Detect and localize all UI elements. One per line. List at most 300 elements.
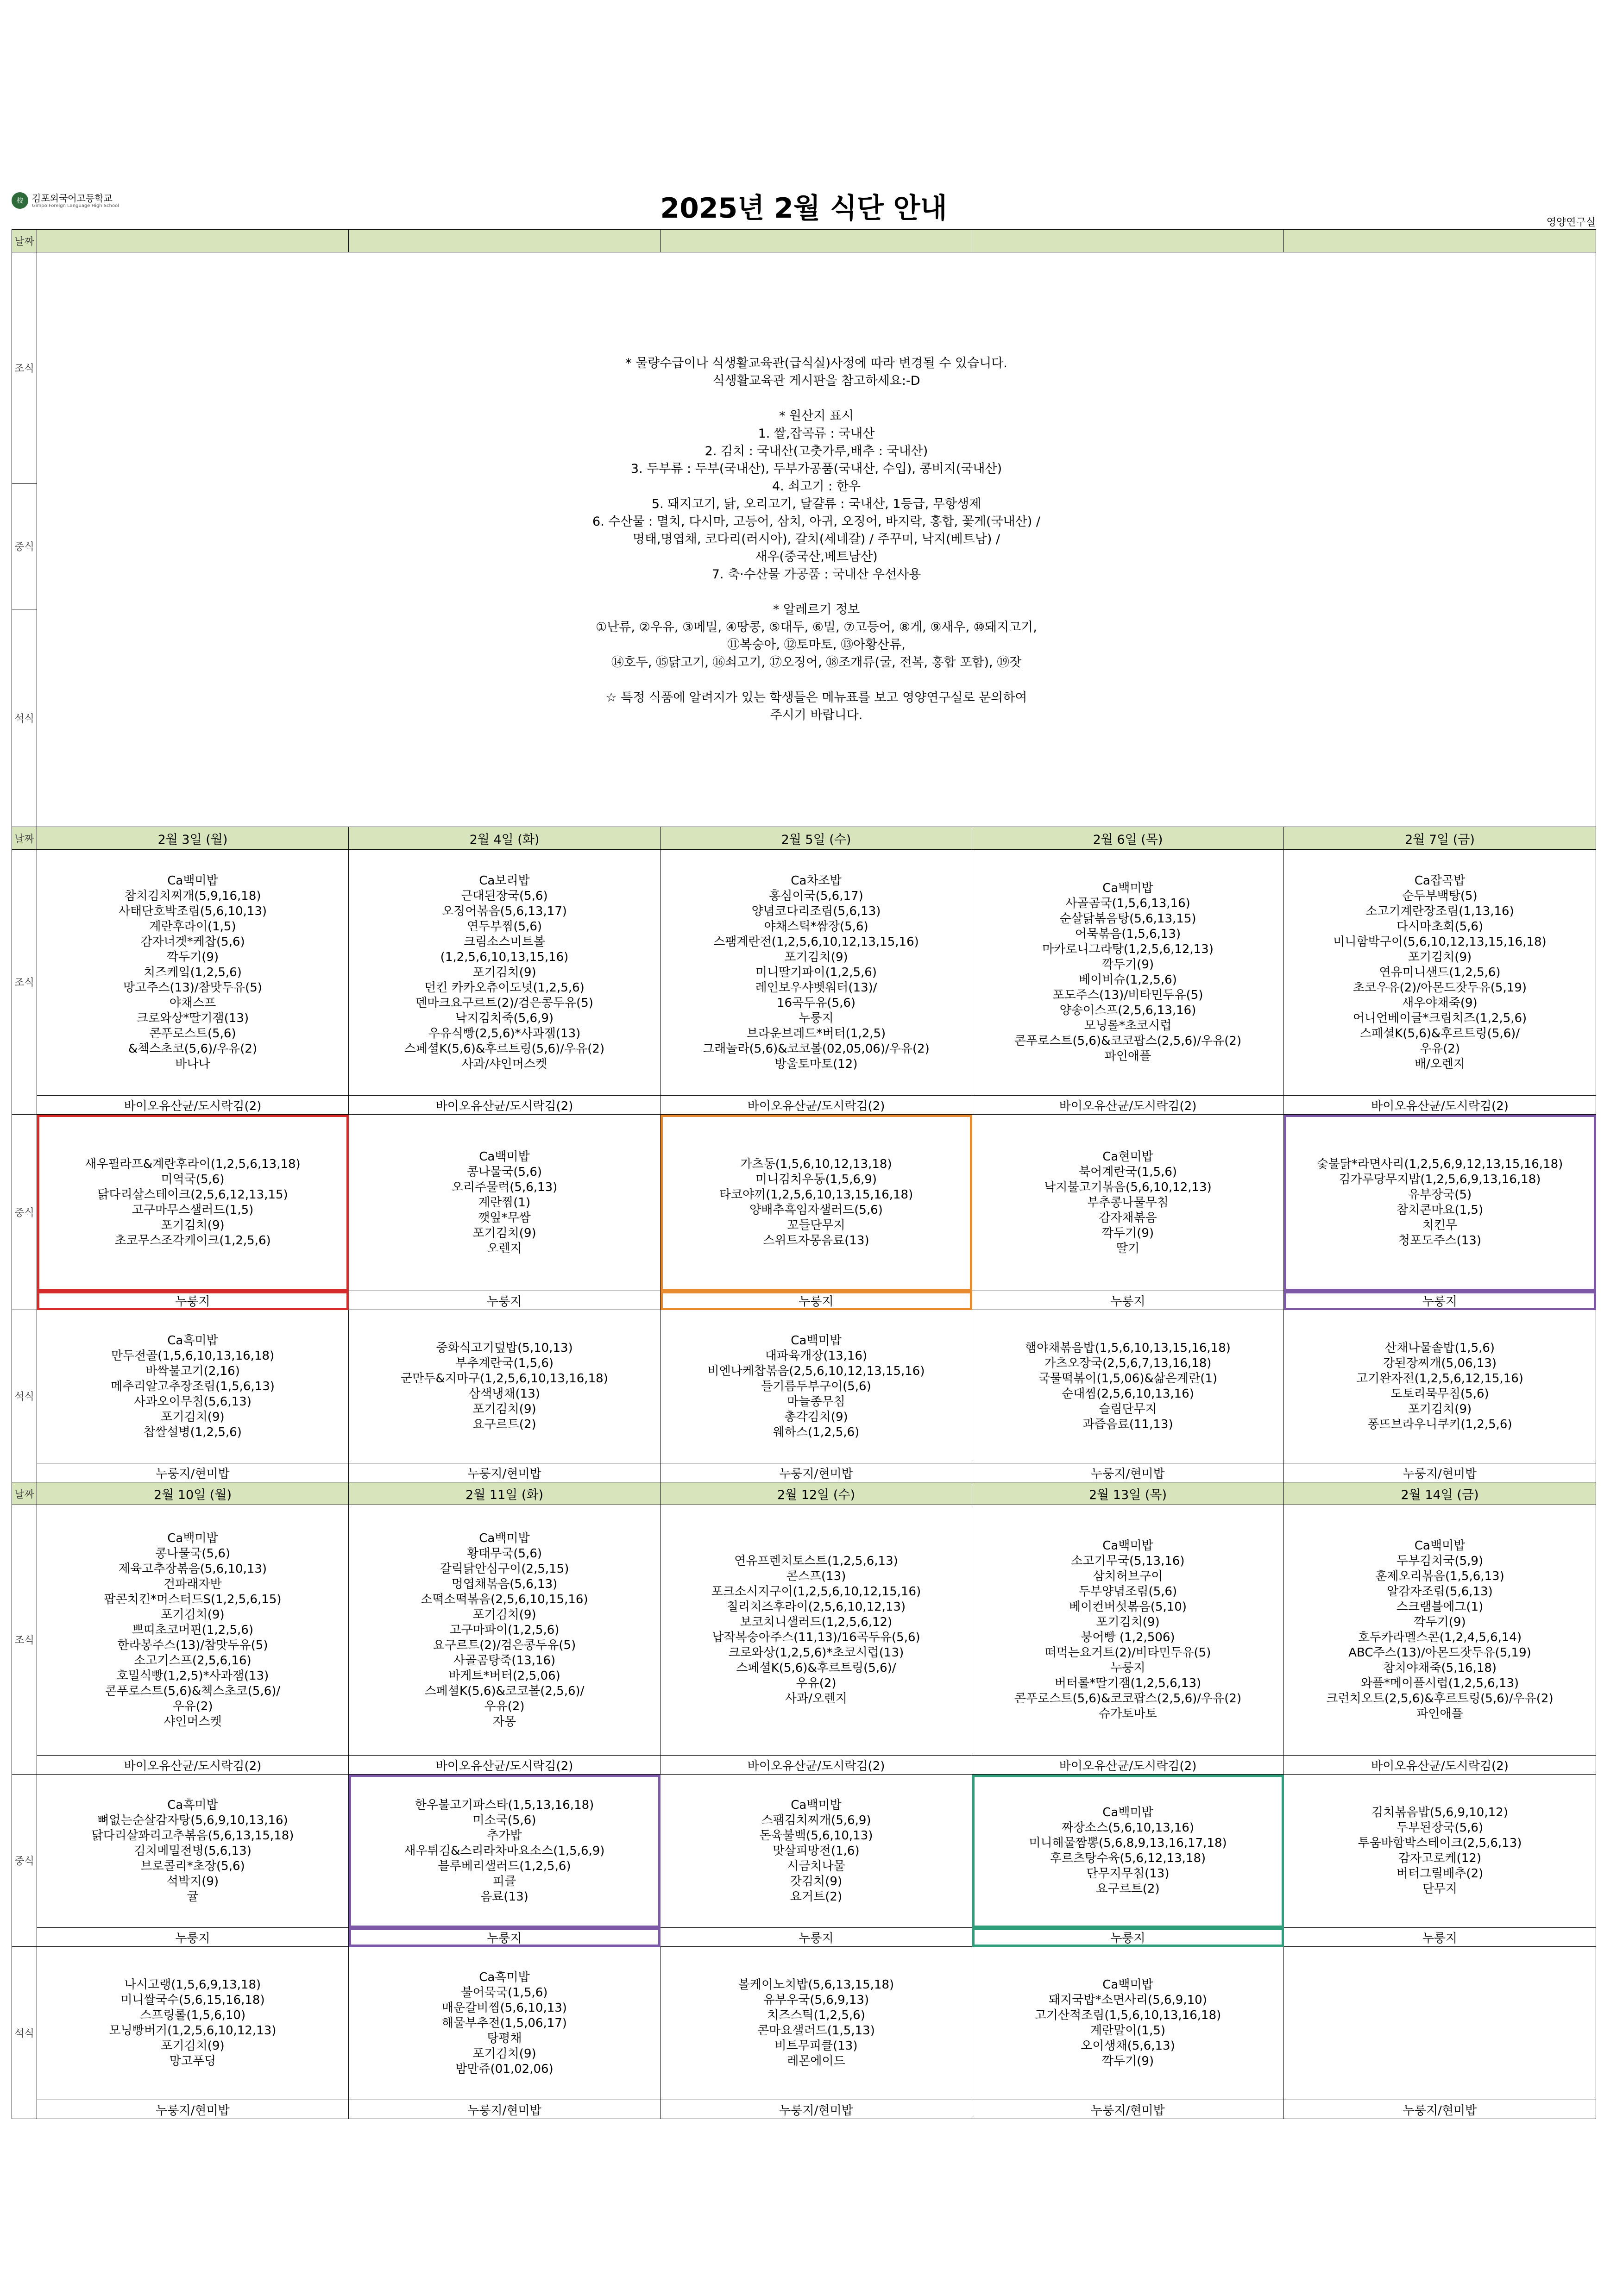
date-label: 날짜 [12, 230, 37, 252]
menu-item: 순대찜(2,5,6,10,13,16) [1062, 1387, 1194, 1401]
menu-item: 자몽 [492, 1714, 516, 1729]
menu-item: 한우불고기파스타(1,5,13,16,18) [415, 1798, 594, 1812]
menu-item: 음료(13) [480, 1889, 528, 1904]
menu-item: 웨하스(1,2,5,6) [773, 1425, 860, 1439]
menu-items [972, 1338, 1283, 1435]
menu-item: 새우튀김&스리라차마요소스(1,5,6,9) [404, 1844, 605, 1858]
menu-item: 포기김치(9) [472, 1226, 536, 1240]
menu-item: 피클 [492, 1874, 516, 1888]
dinner-cell [37, 1310, 349, 1463]
date-cell-empty [661, 230, 972, 252]
menu-item: 포기김치(9) [472, 965, 536, 979]
menu-item: 들기름두부구이(5,6) [761, 1379, 871, 1393]
menu-item: 메추리알고추장조림(1,5,6,13) [111, 1379, 275, 1393]
notice-line: 새우(중국산,베트남산) [755, 550, 878, 564]
menu-items [661, 1330, 972, 1443]
menu-item: 순두부백탕(5) [1402, 889, 1478, 903]
notice-line: * 물량수급이나 식생활교육관(급식실)사정에 따라 변경될 수 있습니다. [625, 356, 1007, 370]
menu-item: 만두전골(1,5,6,10,13,16,18) [111, 1349, 275, 1363]
menu-item: 마카로니그라탕(1,2,5,6,12,13) [1042, 942, 1214, 956]
menu-item: 꼬들단무지 [787, 1218, 845, 1232]
menu-item: 우유(2) [1419, 1041, 1460, 1056]
menu-item: Ca백미밥 [791, 1333, 842, 1348]
breakfast-footer: 바이오유산균/도시락김(2) [661, 1096, 972, 1115]
notice-line [37, 671, 1596, 689]
menu-items [37, 1975, 348, 2072]
menu-items [349, 1967, 660, 2080]
menu-item: 부추콩나물무침 [1087, 1195, 1169, 1210]
menu-item: Ca흑미밥 [479, 1970, 530, 1984]
menu-item: 브라운브레드*버터(1,2,5) [746, 1026, 886, 1041]
menu-item: 다시마초회(5,6) [1396, 919, 1484, 934]
menu-item: 돼지국밥*소면사리(5,6,9,10) [1049, 1993, 1207, 2007]
menu-item: 우유(2) [796, 1676, 837, 1690]
menu-item: 스팸김치찌개(5,6,9) [761, 1813, 871, 1827]
page-title: 2025년 2월 식단 안내 [660, 192, 947, 225]
menu-items [972, 1536, 1283, 1725]
menu-item: 베이비슈(1,2,5,6) [1079, 973, 1177, 987]
menu-item: Ca백미밥 [1102, 1806, 1153, 1819]
menu-item: 스프링롤(1,5,6,10) [139, 2008, 246, 2022]
menu-item: 깍두기(9) [166, 950, 219, 964]
menu-item: 모닝빵버거(1,2,5,6,10,12,13) [109, 2024, 277, 2038]
menu-item: 붕어빵 (1,2,506) [1081, 1631, 1175, 1644]
menu-item: 시금치나물 [787, 1859, 845, 1873]
menu-item: 가츠동(1,5,6,10,12,13,18) [740, 1157, 892, 1171]
menu-item: 갈릭닭안심구이(2,5,15) [440, 1562, 569, 1576]
breakfast-cell [349, 850, 661, 1096]
menu-item: Ca백미밥 [167, 873, 218, 888]
meal-label-breakfast: 조식 [12, 850, 37, 1115]
menu-items [972, 878, 1283, 1067]
menu-items [1284, 871, 1596, 1075]
menu-item: 요구르트(2) [1096, 1882, 1160, 1896]
breakfast-cell [1284, 850, 1596, 1096]
menu-item: 포기김치(9) [161, 1410, 225, 1424]
menu-item: 삼치허브구이 [1093, 1569, 1163, 1583]
menu-item: 브로콜리*초장(5,6) [140, 1859, 245, 1873]
menu-items [661, 1795, 972, 1907]
menu-item: 오이생채(5,6,13) [1081, 2039, 1175, 2053]
menu-item: 감자채볶음 [1099, 1211, 1157, 1225]
menu-item: 김치메밀전병(5,6,13) [134, 1844, 252, 1858]
lunch-cell [661, 1775, 972, 1928]
menu-items [661, 1975, 972, 2072]
menu-item: 황태무국(5,6) [466, 1546, 542, 1561]
menu-item: 두부된장국(5,6) [1396, 1821, 1484, 1835]
menu-item: 삼색냉채(13) [469, 1387, 540, 1401]
lunch-footer: 누룽지 [1284, 1291, 1596, 1310]
meal-label-lunch: 중식 [12, 484, 37, 609]
date-cell: 2월 11일 (화) [349, 1482, 661, 1505]
department-label: 영양연구실 [1546, 217, 1596, 228]
menu-item: 순살닭볶음탕(5,6,13,15) [1059, 912, 1196, 926]
menu-table [12, 229, 1596, 2119]
menu-item: 미니김치우동(1,5,6,9) [755, 1173, 877, 1186]
menu-item: 중화식고기덮밥(5,10,13) [436, 1341, 573, 1355]
menu-item: 슬림단무지 [1099, 1402, 1157, 1416]
menu-item: ABC주스(13)/아몬드잣두유(5,19) [1348, 1646, 1531, 1660]
menu-item: 퐁뜨브라우니쿠키(1,2,5,6) [1367, 1418, 1512, 1431]
menu-item: 뼈없는순살감자탕(5,6,9,10,13,16) [97, 1813, 288, 1827]
school-emblem-icon: 校 [12, 192, 28, 209]
breakfast-cell [661, 1505, 972, 1756]
meal-label-dinner: 석식 [12, 1310, 37, 1482]
menu-item: 방울토마토(12) [774, 1057, 858, 1071]
menu-item: 소고기스프(2,5,6,16) [134, 1653, 252, 1668]
menu-item: 깍두기(9) [1414, 1615, 1466, 1629]
menu-item: 포도주스(13)/비타민두유(5) [1052, 988, 1203, 1002]
date-cell-empty [37, 230, 349, 252]
breakfast-cell [349, 1505, 661, 1756]
menu-items [37, 1330, 348, 1443]
menu-item: 볼케이노치밥(5,6,13,15,18) [738, 1978, 894, 1992]
menu-item: 던킨 카카오츄이도넛(1,2,5,6) [424, 980, 585, 995]
menu-item: 오징어볶음(5,6,13,17) [442, 904, 567, 918]
date-cell: 2월 3일 (월) [37, 827, 349, 850]
meal-label-lunch: 중식 [12, 1115, 37, 1310]
menu-item: 오렌지 [487, 1241, 522, 1255]
dinner-cell [349, 1310, 661, 1463]
menu-item: 감자고로케(12) [1398, 1851, 1481, 1865]
menu-items [1284, 2020, 1596, 2026]
dinner-cell [661, 1310, 972, 1463]
menu-item: 스페셜K(5,6)&후르트링(5,6)/ [736, 1661, 896, 1675]
dinner-cell [661, 1947, 972, 2100]
menu-item: 요구르트(2)/검은콩두유(5) [433, 1638, 576, 1652]
menu-item: 닭다리살꽈리고추볶음(5,6,13,15,18) [91, 1828, 294, 1843]
menu-item: 한라봉주스(13)/참맛두유(5) [117, 1638, 268, 1652]
breakfast-cell [972, 1505, 1284, 1756]
menu-item: 총각김치(9) [784, 1410, 848, 1424]
menu-item: 연두부찜(5,6) [466, 919, 542, 934]
menu-item: 초코우유(2)/아몬드잣두유(5,19) [1353, 980, 1527, 995]
menu-item: 닭다리살스테이크(2,5,6,12,13,15) [97, 1188, 288, 1202]
menu-item: 훈제오리볶음(1,5,6,13) [1375, 1569, 1504, 1583]
menu-item: 호두카라멜스콘(1,2,4,5,6,14) [1358, 1631, 1522, 1644]
menu-item: 칠리치즈후라이(2,5,6,10,12,13) [726, 1600, 906, 1614]
menu-item: 어니언베이글*크림치즈(1,2,5,6) [1352, 1011, 1527, 1025]
notice-line: ①난류, ②우유, ③메밀, ④땅콩, ⑤대두, ⑥밀, ⑦고등어, ⑧게, ⑨새우, ⑩돼지고기, [596, 620, 1037, 634]
lunch-cell [37, 1115, 349, 1291]
menu-item: Ca백미밥 [479, 1531, 530, 1545]
menu-item: 초코무스조각케이크(1,2,5,6) [114, 1234, 271, 1248]
menu-item: 누룽지 [799, 1011, 834, 1025]
lunch-cell [349, 1115, 661, 1291]
date-cell: 2월 13일 (목) [972, 1482, 1284, 1505]
menu-item: 과즙음료(11,13) [1082, 1418, 1173, 1431]
menu-items [349, 1795, 660, 1907]
menu-item: 깍두기(9) [1101, 1226, 1154, 1240]
breakfast-footer: 바이오유산균/도시락김(2) [972, 1096, 1284, 1115]
menu-item: 계란말이(1,5) [1090, 2024, 1166, 2038]
menu-item: 콘푸로스트(5,6)&코코팝스(2,5,6)/우유(2) [1014, 1034, 1242, 1048]
menu-item: 스위트자몽음료(13) [763, 1234, 869, 1248]
lunch-footer: 누룽지 [972, 1291, 1284, 1310]
menu-item: 야채스프 [169, 996, 216, 1010]
dinner-footer: 누룽지/현미밥 [661, 1463, 972, 1482]
meal-label-dinner: 석식 [14, 713, 34, 725]
lunch-cell [37, 1775, 349, 1928]
lunch-footer: 누룽지 [661, 1928, 972, 1947]
menu-item: 스페셜K(5,6)&후르트링(5,6)/우유(2) [404, 1041, 605, 1056]
menu-item: 돈육불백(5,6,10,13) [759, 1828, 873, 1843]
menu-item: 석박지(9) [166, 1874, 219, 1888]
menu-item: 누룽지 [1110, 1661, 1145, 1675]
menu-item: 감자너겟*케찹(5,6) [140, 935, 245, 949]
menu-item: 포기김치(9) [161, 2039, 225, 2053]
notice-line: ☆ 특정 식품에 알려지가 있는 학생들은 메뉴표를 보고 영양연구실로 문의하여 [605, 690, 1027, 705]
menu-item: 블루베리샐러드(1,2,5,6) [438, 1859, 571, 1873]
menu-item: 베이컨버섯볶음(5,10) [1069, 1600, 1187, 1614]
meal-label-dinner: 석식 [12, 1947, 37, 2119]
menu-item: 깻잎*무쌈 [478, 1211, 531, 1225]
meal-label-lunch: 중식 [12, 1775, 37, 1947]
date-cell-empty [1284, 230, 1596, 252]
notice-line: 7. 축·수산물 가공품 : 국내산 우선사용 [711, 567, 921, 582]
date-cell-empty [972, 230, 1284, 252]
menu-item: 포기김치(9) [161, 1218, 225, 1232]
menu-item: 계란찜(1) [478, 1195, 531, 1210]
menu-item: 유부우국(5,6,9,13) [763, 1993, 869, 2007]
menu-item: 깍두기(9) [1101, 2054, 1154, 2068]
menu-item: 맛살피망전(1,6) [773, 1844, 860, 1858]
menu-items [972, 1802, 1283, 1900]
menu-item: 치즈케잌(1,2,5,6) [144, 965, 242, 979]
menu-item: 콘스프(13) [786, 1569, 846, 1583]
menu-item: 강된장찌개(5,06,13) [1383, 1356, 1497, 1370]
lunch-footer: 누룽지 [37, 1928, 349, 1947]
school-name: 김포외국어고등학교 [32, 192, 113, 204]
menu-items [1284, 1536, 1596, 1725]
menu-items [1284, 1154, 1596, 1251]
menu-item: 도토리묵무침(5,6) [1390, 1387, 1489, 1401]
dinner-footer: 누룽지/현미밥 [1284, 2100, 1596, 2119]
menu-item: 스팸계란전(1,2,5,6,10,12,13,15,16) [713, 935, 919, 949]
breakfast-cell [37, 1505, 349, 1756]
menu-item: 딸기 [1116, 1241, 1140, 1255]
menu-item: 건파래자반 [164, 1577, 222, 1591]
menu-item: 콩나물국(5,6) [466, 1165, 542, 1179]
menu-item: 납작복숭아주스(11,13)/16곡두유(5,6) [712, 1631, 920, 1644]
notice-line [37, 390, 1596, 408]
menu-item: 오리주물럭(5,6,13) [451, 1180, 558, 1194]
menu-item: 미소국(5,6) [472, 1813, 536, 1827]
menu-item: 사태단호박조림(5,6,10,13) [118, 904, 267, 918]
lunch-footer: 누룽지 [349, 1928, 661, 1947]
menu-item: 양념코다리조림(5,6,13) [751, 904, 881, 918]
menu-item: 홍심이국(5,6,17) [769, 889, 863, 903]
menu-item: 스페셜K(5,6)&후르트링(5,6)/ [1359, 1026, 1520, 1041]
dinner-cell [349, 1947, 661, 2100]
date-cell: 2월 7일 (금) [1284, 827, 1596, 850]
dinner-cell [972, 1947, 1284, 2100]
menu-item: 16곡두유(5,6) [776, 996, 856, 1010]
menu-items [37, 1795, 348, 1907]
menu-item: 포기김치(9) [472, 1607, 536, 1622]
menu-item: 연유프렌치토스트(1,2,5,6,13) [734, 1554, 898, 1568]
menu-item: 멍엽채볶음(5,6,13) [451, 1577, 558, 1591]
menu-item: 사과/샤인머스켓 [461, 1057, 547, 1071]
menu-item: 귤 [187, 1889, 199, 1904]
menu-item: 어묵볶음(1,5,6,13) [1075, 927, 1181, 941]
meal-label-breakfast: 조식 [12, 252, 37, 484]
menu-item: 매운갈비찜(5,6,10,13) [442, 2001, 567, 2015]
menu-item: 우유식빵(2,5,6)*사과잼(13) [428, 1026, 581, 1041]
lunch-cell [349, 1775, 661, 1928]
notice-line [37, 583, 1596, 601]
notice-line: 3. 두부류 : 두부(국내산), 두부가공품(국내산, 수입), 콩비지(국내산) [630, 462, 1002, 476]
menu-items [661, 871, 972, 1075]
menu-item: 미역국(5,6) [161, 1173, 225, 1186]
menu-item: 슈가토마토 [1099, 1707, 1157, 1721]
menu-item: 그래놀라(5,6)&코코볼(02,05,06)/우유(2) [703, 1041, 930, 1056]
menu-item: 연유미니샌드(1,2,5,6) [1379, 965, 1501, 979]
menu-item: 크로와상*딸기잼(13) [136, 1011, 249, 1025]
lunch-cell [972, 1775, 1284, 1928]
menu-item: 우유(2) [484, 1699, 525, 1713]
menu-items [37, 1528, 348, 1732]
menu-item: 근대된장국(5,6) [461, 889, 548, 903]
menu-item: 스크램블에그(1) [1396, 1600, 1484, 1614]
menu-item: 미니쌀국수(5,6,15,16,18) [120, 1993, 265, 2007]
menu-item: 김치볶음밥(5,6,9,10,12) [1371, 1806, 1508, 1819]
menu-item: Ca백미밥 [1102, 881, 1153, 895]
breakfast-footer: 바이오유산균/도시락김(2) [37, 1756, 349, 1775]
menu-item: 크림소스미트볼 [464, 935, 545, 949]
menu-item: 미니딸기파이(1,2,5,6) [755, 965, 877, 979]
menu-item: Ca차조밥 [791, 873, 842, 888]
menu-item: 햄야채볶음밥(1,5,6,10,13,15,16,18) [1025, 1341, 1231, 1355]
menu-item: 팝콘치킨*머스터드S(1,2,5,6,15) [104, 1592, 282, 1606]
school-name-en: Gimpo Foreign Language High School [32, 203, 120, 208]
menu-item: 찹쌀설병(1,2,5,6) [144, 1425, 242, 1439]
menu-items [1284, 1338, 1596, 1435]
notice-line: 2. 김치 : 국내산(고춧가루,배추 : 국내산) [705, 444, 928, 458]
notice-line: * 원산지 표시 [779, 409, 854, 423]
breakfast-cell [1284, 1505, 1596, 1756]
menu-item: &첵스초코(5,6)/우유(2) [128, 1041, 258, 1056]
menu-item: 샤인머스켓 [164, 1714, 222, 1729]
breakfast-footer: 바이오유산균/도시락김(2) [972, 1756, 1284, 1775]
menu-sheet [12, 192, 1596, 2126]
notice-line: 6. 수산물 : 멸치, 다시마, 고등어, 삼치, 아귀, 오징어, 바지락, 홍합, 꽃게(국내산) / [592, 514, 1040, 529]
lunch-cell [1284, 1115, 1596, 1291]
notice-line: 식생활교육관 게시판을 참고하세요:-D [712, 374, 920, 388]
menu-item: 낙지불고기볶음(5,6,10,12,13) [1044, 1180, 1212, 1194]
menu-item: 포기김치(9) [472, 1402, 536, 1416]
menu-item: Ca현미밥 [1102, 1149, 1153, 1164]
menu-item: 대파육개장(13,16) [765, 1349, 868, 1363]
dinner-footer: 누룽지/현미밥 [1284, 1463, 1596, 1482]
menu-item: 망고푸딩 [169, 2054, 216, 2068]
menu-item: 요구르트(2) [472, 1418, 536, 1431]
menu-item: Ca보리밥 [479, 873, 530, 888]
menu-item: 고기완자전(1,2,5,6,12,15,16) [1356, 1372, 1523, 1386]
lunch-cell [1284, 1775, 1596, 1928]
menu-item: 포기김치(9) [784, 950, 848, 964]
menu-items [349, 1528, 660, 1732]
date-cell-empty [349, 230, 661, 252]
menu-item: 제육고추장볶음(5,6,10,13) [118, 1562, 267, 1576]
menu-item: 해물부추전(1,5,06,17) [442, 2016, 567, 2030]
date-cell: 2월 4일 (화) [349, 827, 661, 850]
menu-item: 콘푸로스트(5,6)&첵스초코(5,6)/ [105, 1684, 281, 1698]
menu-item: 요거트(2) [790, 1889, 843, 1904]
menu-item: 레인보우샤벳워터(13)/ [755, 980, 877, 995]
menu-item: 유부장국(5) [1408, 1188, 1472, 1202]
menu-item: 후르츠탕수육(5,6,12,13,18) [1050, 1851, 1206, 1865]
menu-item: 콘푸로스트(5,6)&코코팝스(2,5,6)/우유(2) [1014, 1692, 1242, 1706]
menu-item: 숯불닭*라면사리(1,2,5,6,9,12,13,15,16,18) [1316, 1157, 1563, 1171]
lunch-footer: 누룽지 [661, 1291, 972, 1310]
menu-item: 미니함박구이(5,6,10,12,13,15,16,18) [1333, 935, 1547, 949]
menu-item: 군만두&지마구(1,2,5,6,10,13,16,18) [401, 1372, 608, 1386]
dinner-footer: 누룽지/현미밥 [661, 2100, 972, 2119]
meal-label-breakfast: 조식 [12, 1505, 37, 1775]
menu-items [661, 1154, 972, 1251]
menu-item: Ca백미밥 [479, 1149, 530, 1164]
menu-item: 치킨무 [1422, 1218, 1458, 1232]
menu-item: 낙지김치죽(5,6,9) [455, 1011, 554, 1025]
menu-item: Ca백미밥 [1102, 1978, 1153, 1992]
lunch-cell [972, 1115, 1284, 1291]
menu-item: 버터그릴배추(2) [1396, 1867, 1484, 1881]
date-cell: 2월 10일 (월) [37, 1482, 349, 1505]
dinner-cell [972, 1310, 1284, 1463]
menu-item: 파인애플 [1104, 1049, 1151, 1063]
menu-item: Ca백미밥 [167, 1531, 218, 1545]
menu-item: 탕평채 [487, 2031, 522, 2045]
menu-item: 바나나 [175, 1057, 210, 1071]
menu-item: 두부양념조림(5,6) [1078, 1585, 1177, 1599]
menu-item: 망고주스(13)/참맛두유(5) [123, 980, 262, 995]
menu-item: 갓김치(9) [790, 1874, 843, 1888]
date-cell: 2월 6일 (목) [972, 827, 1284, 850]
menu-item: 청포도주스(13) [1398, 1234, 1481, 1248]
menu-item: 사골곰국(1,5,6,13,16) [1065, 897, 1190, 910]
menu-item: 단무지무침(13) [1086, 1867, 1170, 1881]
menu-item: 불어묵국(1,5,6) [461, 1985, 548, 2000]
menu-item: 산채나물솥밥(1,5,6) [1384, 1341, 1495, 1355]
menu-item: 사과/오렌지 [785, 1692, 848, 1706]
menu-item: Ca잡곡밥 [1414, 873, 1466, 888]
menu-item: 소고기무국(5,13,16) [1071, 1554, 1185, 1568]
notice-line: 명태,명엽채, 코다리(러시아), 갈치(세네갈) / 주꾸미, 낙지(베트남) / [632, 532, 1000, 546]
breakfast-cell [37, 850, 349, 1096]
menu-items [349, 871, 660, 1075]
breakfast-footer: 바이오유산균/도시락김(2) [1284, 1756, 1596, 1775]
menu-item: 두부김치국(5,9) [1396, 1554, 1484, 1568]
menu-item: 참치콘마요(1,5) [1396, 1203, 1484, 1217]
menu-item: 덴마크요구르트(2)/검은콩두유(5) [415, 996, 593, 1010]
notice-line: 4. 쇠고기 : 한우 [772, 479, 861, 494]
menu-item: 밤만쥬(01,02,06) [455, 2062, 554, 2076]
dinner-footer: 누룽지/현미밥 [37, 2100, 349, 2119]
date-label: 날짜 [12, 827, 37, 850]
date-cell: 2월 14일 (금) [1284, 1482, 1596, 1505]
menu-item: 고구마무스샐러드(1,5) [132, 1203, 254, 1217]
menu-item: 포기김치(9) [1096, 1615, 1160, 1629]
dinner-cell [37, 1947, 349, 2100]
menu-item: 바게트*버터(2,5,06) [448, 1669, 560, 1683]
menu-item: 콩나물국(5,6) [155, 1546, 231, 1561]
lunch-footer: 누룽지 [37, 1291, 349, 1310]
menu-item: 떠먹는요거트(2)/비타민두유(5) [1044, 1646, 1211, 1660]
breakfast-footer: 바이오유산균/도시락김(2) [349, 1756, 661, 1775]
menu-item: 가츠오장국(2,5,6,7,13,16,18) [1044, 1356, 1212, 1370]
menu-item: 깍두기(9) [1101, 958, 1154, 972]
